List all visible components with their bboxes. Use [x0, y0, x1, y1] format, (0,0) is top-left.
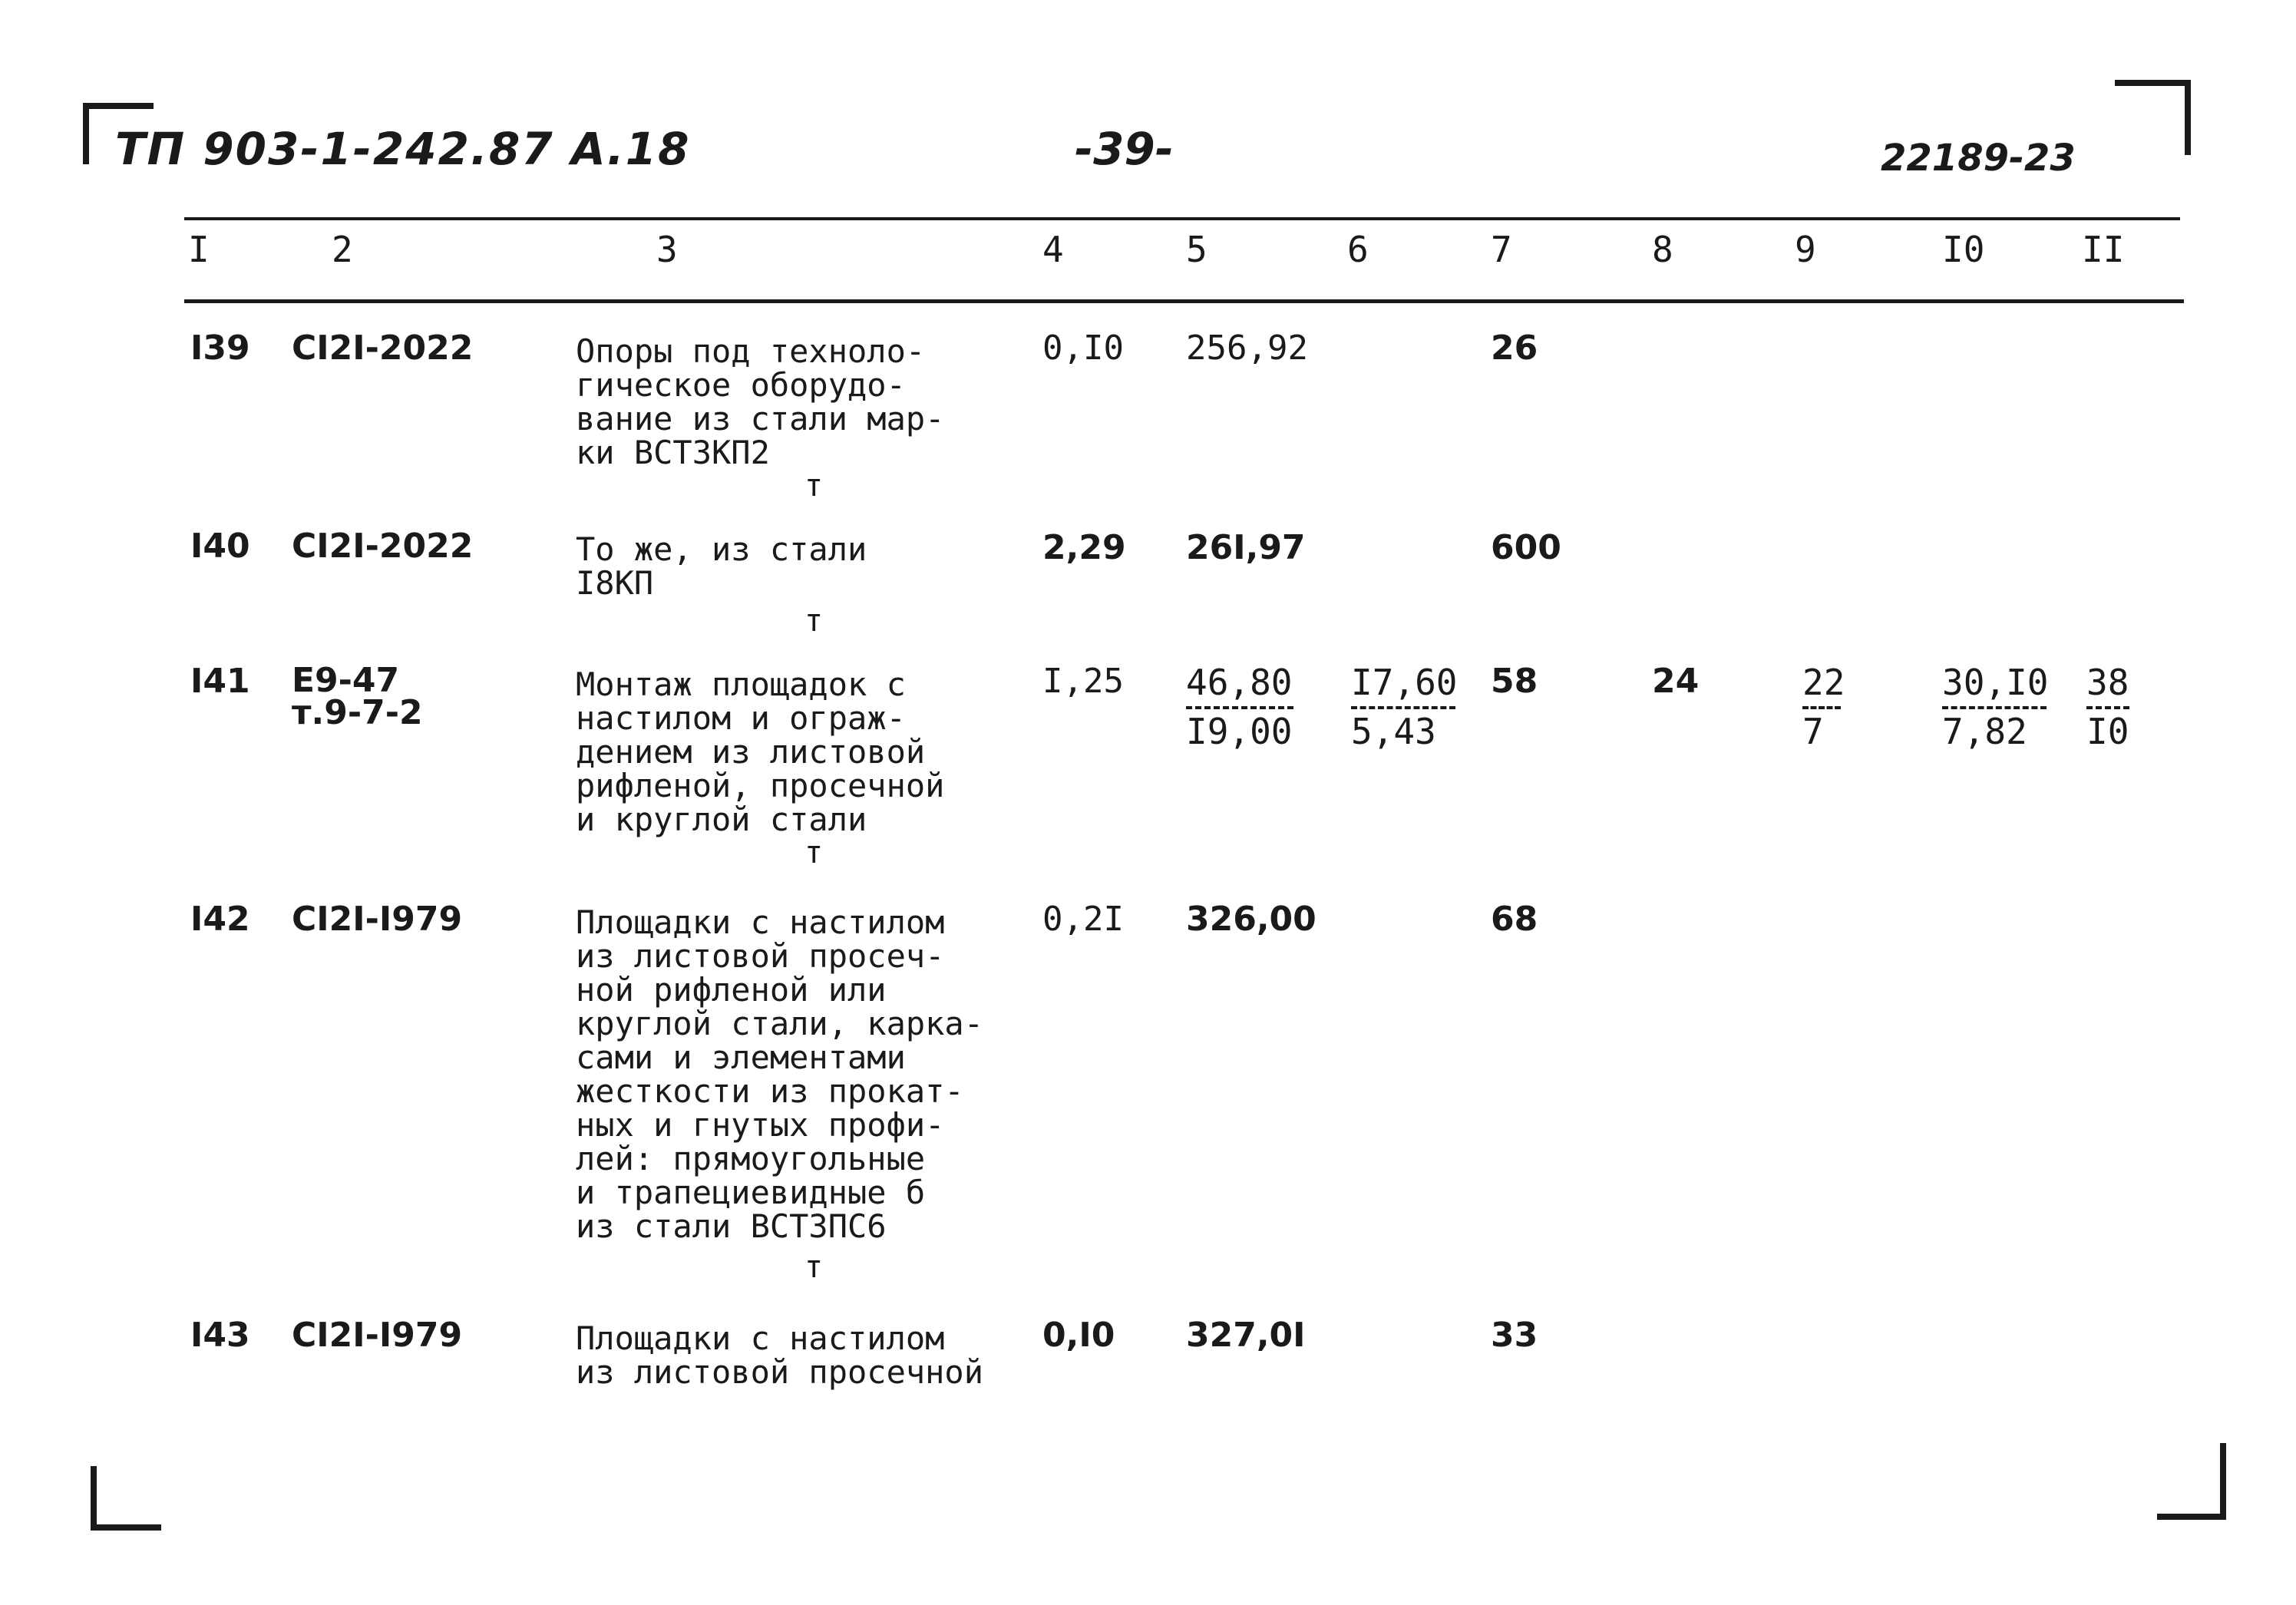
- unit-of-measure: т: [804, 603, 824, 639]
- column-number: 3: [656, 229, 678, 270]
- corner-mark-bottom-right: [2220, 1443, 2226, 1520]
- page-number: -39-: [1075, 123, 1174, 175]
- column-number: 5: [1186, 229, 1207, 270]
- work-description: Опоры под техноло- гическое оборудо- вание из стали мар- ки ВСТЗКП2: [576, 332, 945, 471]
- resource-code: CI2I-I979: [292, 1316, 463, 1355]
- column-8-value: 24: [1652, 662, 1700, 701]
- table-top-rule: [184, 217, 2180, 220]
- row-number: I40: [190, 527, 250, 566]
- table-header-rule: [184, 299, 2184, 303]
- resource-code: CI2I-2022: [292, 527, 474, 566]
- column-number: 6: [1347, 229, 1369, 270]
- total-cost: 600: [1491, 528, 1561, 567]
- unit-cost: 256,92: [1186, 329, 1308, 368]
- column-number: 8: [1652, 229, 1673, 270]
- quantity: 0,I0: [1042, 329, 1124, 368]
- document-code: ТП 903-1-242.87 А.18: [115, 123, 691, 175]
- unit-cost-numerator: 46,80: [1186, 665, 1293, 709]
- total-cost: 68: [1491, 900, 1538, 939]
- column-11-fraction: [2086, 662, 2129, 752]
- unit-of-measure: т: [804, 468, 824, 504]
- corner-mark-bottom-left: [91, 1524, 161, 1531]
- corner-mark-bottom-right: [2157, 1514, 2226, 1520]
- corner-mark-bottom-left: [91, 1466, 97, 1529]
- wage-cost-denominator: 5,43: [1351, 711, 1436, 752]
- resource-code: CI2I-I979: [292, 900, 463, 939]
- total-cost: 58: [1491, 662, 1538, 701]
- unit-cost-denominator: I9,00: [1186, 711, 1293, 752]
- corner-mark-top-left: [83, 103, 89, 164]
- unit-cost-fraction: [1186, 662, 1293, 752]
- unit-cost: 26I,97: [1186, 528, 1306, 567]
- column-number: 9: [1795, 229, 1816, 270]
- row-number: I39: [190, 329, 250, 368]
- work-description: Монтаж площадок с настилом и ограж- дением из листовой рифленой, просечной и круглой стали: [576, 665, 945, 838]
- quantity: 0,2I: [1042, 900, 1124, 939]
- work-description: То же, из стали I8КП: [576, 530, 867, 602]
- column-9-fraction: [1802, 662, 1845, 752]
- column-number: I: [188, 229, 210, 270]
- row-number: I43: [190, 1316, 250, 1355]
- wage-cost-fraction: [1351, 662, 1458, 752]
- column-number: 4: [1042, 229, 1064, 270]
- resource-code: CI2I-2022: [292, 329, 474, 368]
- column-10-fraction: [1942, 662, 2049, 752]
- unit-cost: 327,0I: [1186, 1316, 1306, 1355]
- column-9-numerator: 22: [1802, 665, 1841, 709]
- column-number: II: [2082, 229, 2125, 270]
- quantity: 2,29: [1042, 528, 1126, 567]
- corner-mark-top-right: [2115, 80, 2190, 86]
- resource-code: Е9-47 т.9-7-2: [292, 661, 423, 732]
- column-11-numerator: 38: [2086, 665, 2129, 709]
- wage-cost-numerator: I7,60: [1351, 665, 1455, 709]
- row-number: I42: [190, 900, 250, 939]
- work-description: Площадки с настилом из листовой просеч- ной рифленой или круглой стали, карка- сами и элементами жесткости из прокат- ных и гнутых профи- лей: прямоугольные и трапециевидные б из стали ВСТЗПС6: [576, 903, 984, 1245]
- corner-mark-top-left: [83, 103, 154, 109]
- row-number: I41: [190, 662, 250, 701]
- total-cost: 33: [1491, 1316, 1538, 1355]
- sheet-code: 22189-23: [1881, 137, 2076, 180]
- work-description: Площадки с настилом из листовой просечной: [576, 1319, 984, 1391]
- quantity: I,25: [1042, 662, 1124, 701]
- column-10-numerator: 30,I0: [1942, 665, 2047, 709]
- unit-of-measure: т: [804, 1250, 824, 1285]
- column-10-denominator: 7,82: [1942, 711, 2027, 752]
- unit-of-measure: т: [804, 835, 824, 870]
- total-cost: 26: [1491, 329, 1538, 368]
- column-number: I0: [1942, 229, 1985, 270]
- column-number: 7: [1491, 229, 1512, 270]
- column-9-denominator: 7: [1802, 711, 1824, 752]
- unit-cost: 326,00: [1186, 900, 1316, 939]
- corner-mark-top-right: [2185, 80, 2191, 155]
- column-11-denominator: I0: [2086, 711, 2129, 752]
- column-number: 2: [332, 229, 353, 270]
- quantity: 0,I0: [1042, 1316, 1115, 1355]
